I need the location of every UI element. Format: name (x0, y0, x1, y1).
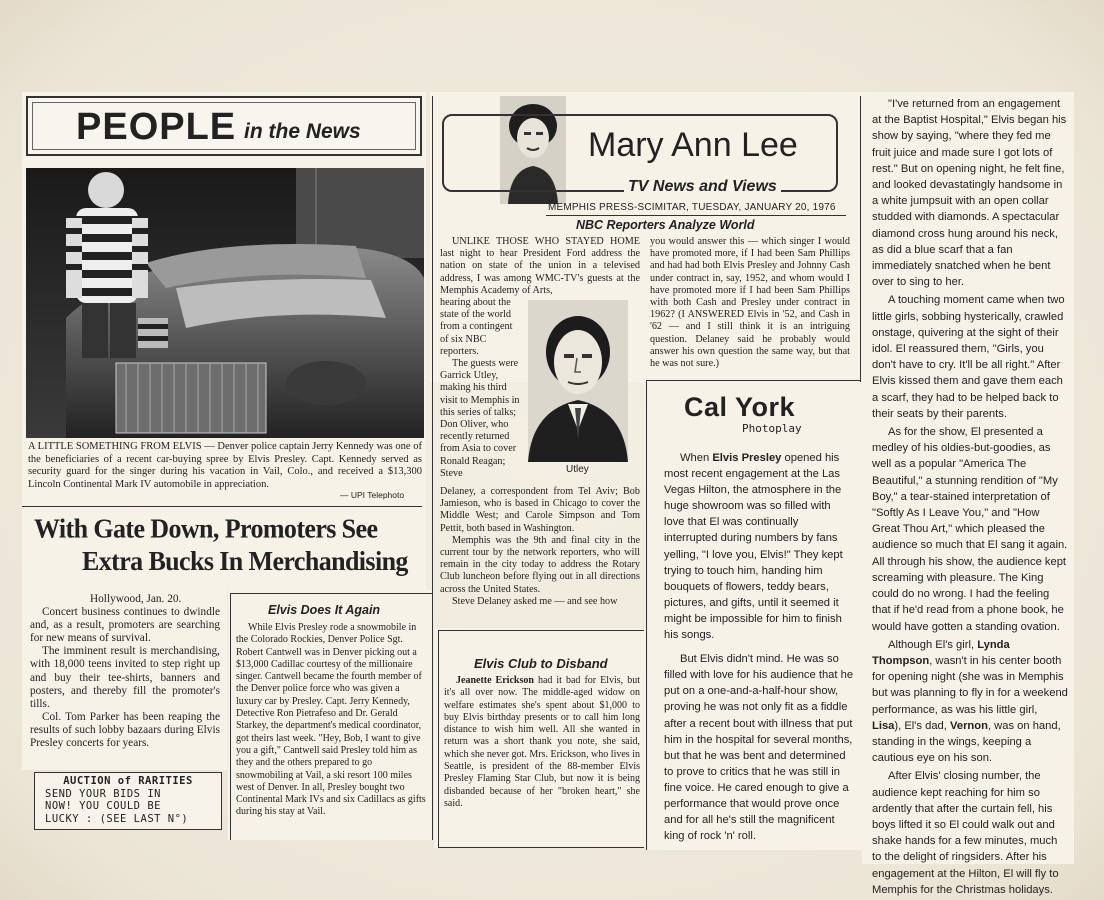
lee-col1-bottom (440, 486, 640, 608)
lee-col2 (650, 236, 850, 370)
lee-col1-narrow-text2: The guests were Garrick Utley, making his third visit to Memphis in this series of talks; Don Oliver, who recently returned from Asia to cover Ronald Reagan; Steve (440, 358, 520, 479)
gate-paragraph: Col. Tom Parker has been reaping the results of such lobby bazaars during Elvis Presley concerts for years. (30, 710, 220, 750)
gate-paragraph: The imminent result is merchandising, with 18,000 teens invited to step right up and buy their tee-shirts, banners and posters, and thereby fill the promoter's tills. (30, 645, 220, 710)
lee-right-rule (646, 380, 647, 850)
york-byline: Photoplay (742, 422, 802, 435)
lee-col1-narrow (440, 297, 520, 480)
york-p6-d: , was on hand, standing in the wings, keeping a cautious eye on his son. (872, 719, 1061, 765)
lee-col1-narrow-text: hearing about the state of the world from a contingent of six NBC reporters. (440, 297, 513, 357)
club-lead-name: Jeanette Erickson (456, 675, 534, 686)
york-p5: As for the show, El presented a medley of his oldies-but-goodies, as well as a popular "America The Beautiful," a stunning rendition of "My Boy," a tear-stained interpretation of "Softly As I Leave You," and "How Great Thou Art," which pleased the audience so much that El sang it again. All through his show, the audience kept screaming with pleasure. The King could do no wrong. I had the feeling that if he'd read from a phone book, he would have gotten a standing ovation. (872, 426, 1068, 633)
york-name: Cal York (684, 392, 796, 422)
club-text (444, 675, 640, 810)
lee-col2-text: you would answer this — which singer I would have promoted more, if I had been Sam Phillips and had had both Elvis Presley and Johnny Cash under contract in, say, 1952, and whom would I have promoted more if I had been Sam Phillips with both Cash and Presley under contract in 1962? (I ANSWERED Elvis in '52, and Cash in '62 — and I still think it is an intriguing question. Delaney said he probably would answer his own question the same way, but that he was not sure.) (650, 236, 850, 370)
lee-col1-bottom-text: Delaney, a correspondent from Tel Aviv; Bob Jamieson, who is based in Chicago to cover the Middle West; and Carole Simpson and Tom Pettit, both based in Washington. (440, 486, 640, 534)
york-col1 (664, 450, 854, 844)
lee-headline: NBC Reporters Analyze World (576, 218, 755, 232)
york-p6-b: , wasn't in his center booth for opening night (she was in Memphis but was planning to fly in for a weekend performance, as was his little girl, (872, 654, 1068, 716)
lee-bottom-rule (646, 380, 860, 381)
lee-name: Mary Ann Lee (588, 126, 798, 164)
people-credit: — UPI Telephoto (340, 490, 405, 500)
gate-headline-1: With Gate Down, Promoters See (34, 513, 378, 544)
lee-col1-top (440, 236, 640, 297)
people-header-box (26, 96, 422, 156)
gate-headline-2: Extra Bucks In Merchandising (82, 546, 408, 577)
york-p1-b: opened his most recent engagement at the Las Vegas Hilton, the atmosphere in the huge showroom was so filled with love that El was continually interrupted during numbers by fans yelling, "I love you, Elvis!" They kept trying to touch him, handing him bouquets of flowers, teddy bears, pictures, and gifts, until it seemed it might be impossible for him to finish his songs. (664, 452, 843, 642)
people-header-big: PEOPLE (76, 106, 237, 148)
people-caption-text: A LITTLE SOMETHING FROM ELVIS — Denver police captain Jerry Kennedy was one of the beneficiaries of a recent car-buying spree by Elvis Presley. Capt. Kennedy served as security guard for the singer during his vacation in Vail, Colo., and received a $13,300 Lincoln Continental Mark IV automobile in appreciation. (28, 441, 422, 490)
york-p1-name: Elvis Presley (712, 452, 782, 464)
york-p6-a: Although El's girl, (888, 638, 978, 651)
auction-line-3: NOW! YOU COULD BE (45, 800, 161, 812)
gate-dateline: Hollywood, Jan. 20. (90, 593, 182, 605)
lee-dateline-rule (546, 215, 846, 216)
york-p6-name2: Lisa (872, 719, 895, 732)
gate-paragraph: Concert business continues to dwindle and, as a result, promoters are searching for new means of survival. (30, 606, 220, 645)
york-p7: After Elvis' closing number, the audience kept reaching for him so ardently that after the curtain fell, his boys lifted it so El could walk out and shake hands for a few minutes, much to the delight of ringsiders. After his engagement at the Hilton, El will fly to Memphis for the Christmas holidays. (872, 770, 1059, 896)
again-text: While Elvis Presley rode a snowmobile in the Colorado Rockies, Denver Police Sgt. Robert Cantwell was in Denver picking out a $13,000 Cadillac courtesy of the millionaire singer. Cantwell became the fourth member of the Denver police force who was given a luxury car by Presley. Capt. Jerry Kennedy, Detective Ron Pietrafeso and Dr. Gerald Starkey, the department's medical coordinator, got theirs last week. "Hey, Bob, I want to give you a gift," Cantwell said Presley told him as they and the others prepared to go snowmobiling at Vail, a ski resort 100 miles west of Denver. In all, Presley bought two Continental Mark IVs and six Cadillacs as gifts during his stay at Vail. (236, 622, 426, 818)
york-mid-rule (860, 96, 861, 382)
club-story (444, 675, 640, 810)
utley-caption: Utley (566, 464, 589, 475)
york-p6-c: ), El's dad, (894, 719, 951, 732)
lee-col1-top-text: UNLIKE THOSE WHO STAYED HOME last night to hear President Ford address the nation on state of the union in a televised address, I was among WMC-TV's guests at the Memphis Academy of Arts, (440, 236, 640, 296)
police-captain-car-photo (26, 168, 424, 438)
people-divider (22, 506, 422, 507)
people-caption (28, 441, 422, 491)
garrick-utley-photo (528, 300, 628, 462)
club-headline: Elvis Club to Disband (474, 656, 608, 671)
york-p4: A touching moment came when two little girls, sobbing hysterically, crawled onstage, quivering at the sight of their idol. El reassured them, "Girls, you don't have to cry. It'll be all right." After Elvis kissed them and gave them each a scarf, they had to be helped back to their seats by their parents. (872, 294, 1065, 420)
lee-left-rule (432, 96, 433, 840)
york-p6-name1: Lynda Thompson (872, 638, 1010, 667)
auction-note (34, 772, 222, 830)
people-header-small: in the News (244, 120, 361, 143)
york-p3: "I've returned from an engagement at the Baptist Hospital," Elvis began his show by saying, "where they fed me fruit juice and made sure I got lots of rest." But on opening night, he felt fine, and looked devastatingly handsome in a white jumpsuit with an open collar studded with diamonds. A spectacular diamond cross hung around his neck, as did a blue scarf that a fan immediately snatched when he bent over to sing to her. (872, 98, 1067, 289)
utley-photo (528, 300, 628, 462)
york-p2: But Elvis didn't mind. He was so filled with love for his audience that he put on a one-and-a-half-hour show, proving he was not only fit as a fiddle after a recent bout with illness that put him in the hospital for several months, but that he was bent and determined to prove to critics that he was still in fine voice. He cared enough to give a performance that would prove once and for all he's still the magnificent king of rock 'n' roll. (664, 653, 854, 843)
auction-line-2: SEND YOUR BIDS IN (45, 787, 161, 800)
york-p1 (664, 450, 854, 643)
york-p6 (872, 637, 1068, 767)
lee-dateline: MEMPHIS PRESS-SCIMITAR, TUESDAY, JANUARY 20, 1976 (548, 202, 836, 213)
club-text-body: had it bad for Elvis, but it's all over now. The middle-aged widow on welfare estimates she's spent about $1,000 to buy Elvis birthday presents or to call him long distance to wish him well. All she wanted in return was a short thank you note, she said, which she never got. Mrs. Erickson, who lives in Seattle, is president of the 88-member Elvis Presley Flaming Star Club, but now it is being disbanded because of her "broken heart," she said. (444, 675, 640, 809)
york-col1-end (664, 828, 854, 844)
gate-headline (26, 512, 426, 577)
again-story (236, 622, 428, 819)
again-headline: Elvis Does It Again (268, 603, 381, 617)
lee-subtitle: TV News and Views (624, 178, 781, 196)
lee-col1-p2: Memphis was the 9th and final city in the current tour by the network reporters, who will remain in the city today to address the Rotary Club luncheon before flying out in all directions across the United States. (440, 534, 640, 595)
auction-line-4: LUCKY : (SEE LAST N°) (45, 812, 189, 825)
lee-col1-p3: Steve Delaney asked me — and see how (452, 595, 618, 607)
york-col2 (872, 96, 1068, 898)
gate-story (30, 593, 220, 750)
auction-line-1: AUCTION of RARITIES (63, 775, 193, 787)
york-p1-a: When (680, 452, 713, 464)
york-p6-name3: Vernon (950, 719, 988, 732)
people-photo (26, 168, 424, 438)
